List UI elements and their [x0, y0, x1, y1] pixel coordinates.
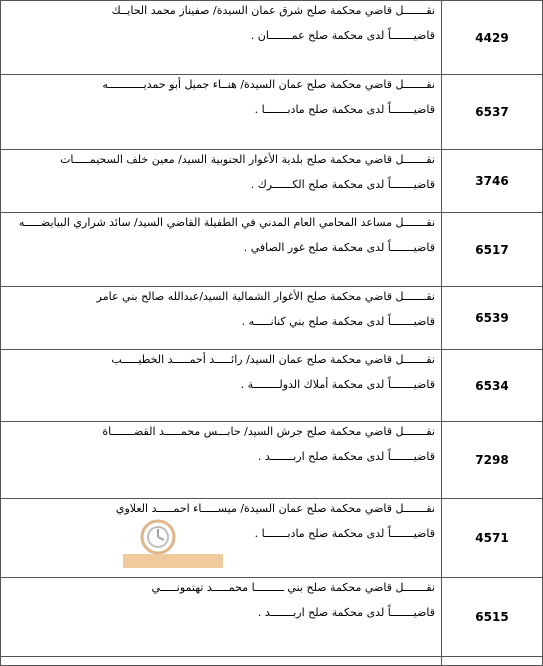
- table-row: [1, 75, 543, 150]
- table-row: [1, 422, 543, 499]
- empty-cell: [1, 657, 442, 666]
- judge-number-cell: 6534: [442, 350, 543, 422]
- transfer-statement: نقـــــــل قاضي محكمة صلح شرق عمان السيدة/ صفيناز محمد الحايــك: [111, 4, 435, 17]
- assignment-statement: قاضيـــــــاً لدى محكمة صلح مادبـــــــا .: [254, 527, 435, 540]
- table-row: [1, 657, 543, 666]
- transfer-statement: نقـــــــل قاضي محكمة صلح بلدية الأغوار الجنوبية السيد/ معين خلف السحيمـــــات: [60, 153, 435, 166]
- assignment-statement: قاضيـــــــاً لدى محكمة صلح الكــــــرك .: [250, 178, 435, 191]
- transfer-statement: نقـــــــل قاضي محكمة صلح بني ـــــــــا محمـــــد تهتمونـــــي: [151, 581, 435, 594]
- table-row: [1, 213, 543, 287]
- transfer-statement: نقـــــــل قاضي محكمة صلح عمان السيدة/ ميســـــاء احمـــــد العلاوي: [115, 502, 435, 515]
- assignment-statement: قاضيـــــــاً لدى محكمة صلح غور الصافي .: [243, 241, 435, 254]
- empty-cell: [442, 657, 543, 666]
- assignment-statement: قاضيـــــــاً لدى محكمة صلح عمـــــــان .: [250, 29, 435, 42]
- decision-text-cell: [1, 422, 442, 499]
- assignment-statement: قاضيـــــــاً لدى محكمة صلح بني كنانـــــه .: [241, 315, 435, 328]
- judge-number-cell: 4571: [442, 499, 543, 578]
- decision-text-cell: [1, 1, 442, 75]
- assignment-statement: قاضيـــــــاً لدى محكمة صلح مادبـــــــا .: [254, 103, 435, 116]
- table-row: [1, 350, 543, 422]
- decision-text-cell: [1, 150, 442, 213]
- assignment-statement: قاضيـــــــاً لدى محكمة صلح اربـــــــد .: [257, 450, 435, 463]
- transfer-statement: نقـــــــل مساعد المحامي العام المدني في الطفيلة القاضي السيد/ سائد شراري البيايضـــــه: [18, 216, 435, 229]
- judge-number-cell: 7298: [442, 422, 543, 499]
- judge-number-cell: 6537: [442, 75, 543, 150]
- decision-text-cell: [1, 287, 442, 350]
- table-row: [1, 287, 543, 350]
- watermark-logo: [118, 512, 228, 572]
- table-row: [1, 499, 543, 578]
- assignment-statement: قاضيـــــــاً لدى محكمة أملاك الدولــــــــة .: [240, 378, 435, 391]
- judge-number-cell: 6539: [442, 287, 543, 350]
- judge-number-cell: 3746: [442, 150, 543, 213]
- judge-number-cell: 6517: [442, 213, 543, 287]
- decision-text-cell: [1, 213, 442, 287]
- transfer-statement: نقـــــــل قاضي محكمة صلح جرش السيد/ حابـــس محمـــــد القضـــــــاة: [102, 425, 435, 438]
- table-row: [1, 150, 543, 213]
- transfer-statement: نقـــــــل قاضي محكمة صلح الأغوار الشمالية السيد/عبدالله صالح بني عامر: [96, 290, 435, 303]
- transfer-statement: نقـــــــل قاضي محكمة صلح عمان السيد/ رائـــــد أحمـــــد الخطيـــــب: [111, 353, 435, 366]
- decision-text-cell: [1, 350, 442, 422]
- decision-text-cell: [1, 75, 442, 150]
- table-row: [1, 1, 543, 75]
- judge-number-cell: 6515: [442, 578, 543, 657]
- table-row: [1, 578, 543, 657]
- transfer-statement: نقـــــــل قاضي محكمة صلح عمان السيدة/ هنــاء جميل أبو حمديـــــــــــه: [102, 78, 435, 91]
- judge-number-cell: 4429: [442, 1, 543, 75]
- assignment-statement: قاضيـــــــاً لدى محكمة صلح اربـــــــد .: [257, 606, 435, 619]
- decision-text-cell: [1, 578, 442, 657]
